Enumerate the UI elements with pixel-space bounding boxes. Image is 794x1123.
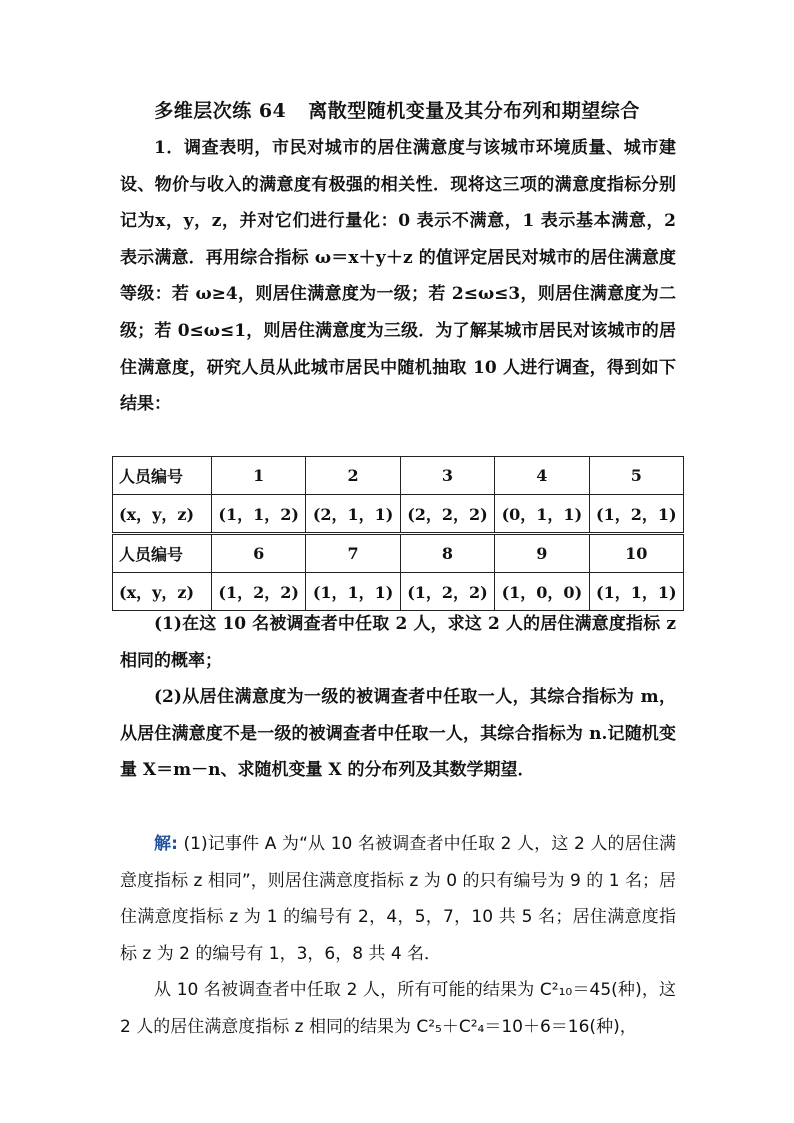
table-cell: (2，2，2) [400,495,494,534]
table-row [113,457,684,495]
table-cell: (1，2，2) [212,573,306,611]
table-cell: 8 [400,534,494,573]
questions [120,606,676,789]
table-cell: (1，1，1) [589,573,683,611]
header-label: 人员编号 [113,534,212,573]
survey-table [112,456,684,611]
page-title [0,96,794,123]
solution-part-2: 从 10 名被调查者中任取 2 人，所有可能的结果为 C²₁₀＝45(种)，这 2 人的居住满意度指标 z 相同的结果为 C²₅＋C²₄＝10＋6＝16(种)， [120,980,676,1037]
value-label: (x，y，z) [113,495,212,534]
table-cell: 10 [589,534,683,573]
value-label: (x，y，z) [113,573,212,611]
table-row [113,534,684,573]
problem-statement [120,130,676,423]
solution [120,826,676,1046]
question-2: (2)从居住满意度为一级的被调查者中任取一人，其综合指标为 m，从居住满意度不是一级的被调查者中任取一人，其综合指标为 n.记随机变量 X＝m－n、求随机变量 X 的分布列及其数学期望． [120,687,676,781]
table-cell: (1，0，0) [495,573,589,611]
problem-text: 1．调查表明，市民对城市的居住满意度与该城市环境质量、城市建设、物价与收入的满意度有极强的相关性．现将这三项的满意度指标分别记为x，y，z，并对它们进行量化：0 表示不满意，1 表示基本满意，2 表示满意．再用综合指标 ω＝x＋y＋z 的值评定居民对城市的居住满意度等级：若 ω≥4，则居住满意度为一级；若 2≤ω≤3，则居住满意度为二级；若 0≤ω≤1，则居住满意度为三级．为了解某城市居民对该城市的居住满意度，研究人员从此城市居民中随机抽取 10 人进行调查，得到如下结果： [120,138,676,415]
table-cell: (1，2，2) [400,573,494,611]
table-cell: 1 [212,457,306,495]
table-cell: 3 [400,457,494,495]
solution-label: 解: [154,834,178,854]
table-row [113,573,684,611]
question-1: (1)在这 10 名被调查者中任取 2 人，求这 2 人的居住满意度指标 z 相同的概率； [120,614,676,671]
table-cell: 5 [589,457,683,495]
table-cell: (1，1，1) [306,573,400,611]
table-cell: (1，1，2) [212,495,306,534]
header-label: 人员编号 [113,457,212,495]
title-right: 离散型随机变量及其分布列和期望综合 [308,100,640,122]
table-cell: 4 [495,457,589,495]
table-cell: 7 [306,534,400,573]
table-row [113,495,684,534]
table-cell: (1，2，1) [589,495,683,534]
table-cell: (0，1，1) [495,495,589,534]
solution-part-1: (1)记事件 A 为“从 10 名被调查者中任取 2 人，这 2 人的居住满意度指标 z 相同”，则居住满意度指标 z 为 0 的只有编号为 9 的 1 名；居住满意度指标 z 为 1 的编号有 2，4，5，7，10 共 5 名；居住满意度指标 z 为 2 的编号有 1，3，6，8 共 4 名． [120,834,676,964]
table-cell: 2 [306,457,400,495]
title-left: 多维层次练 64 [154,100,287,122]
table-cell: 9 [495,534,589,573]
table-cell: (2，1，1) [306,495,400,534]
table-cell: 6 [212,534,306,573]
